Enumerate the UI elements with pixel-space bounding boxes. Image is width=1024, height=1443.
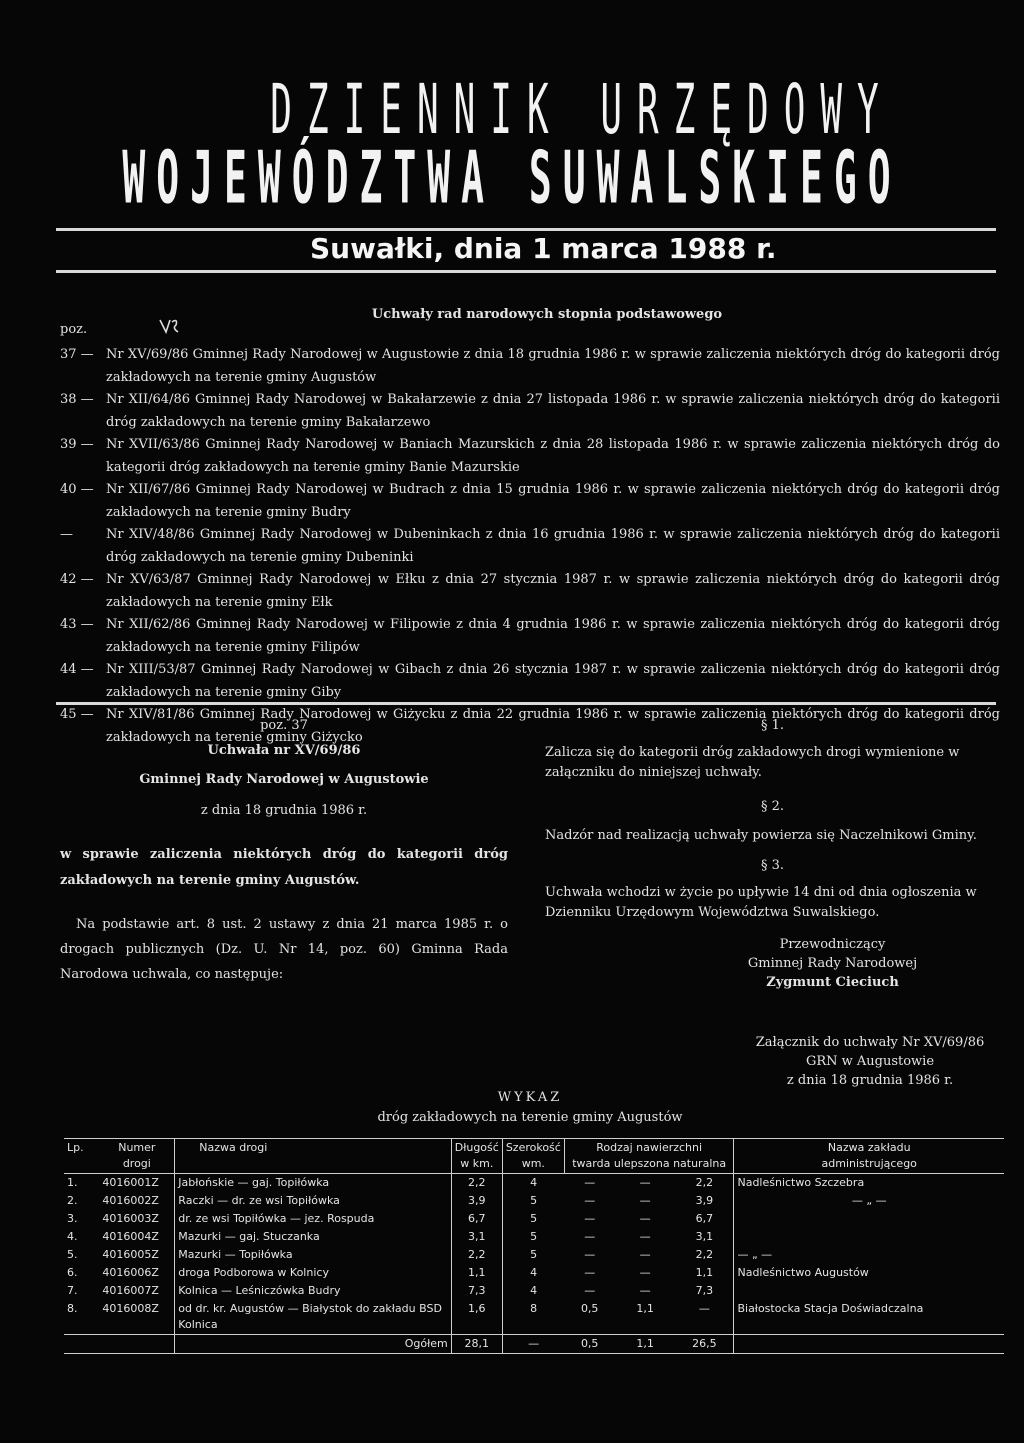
resolution-right-column bbox=[545, 718, 1000, 992]
masthead-rule-top bbox=[56, 228, 996, 231]
signature-council: Gminnej Rady Narodowej bbox=[747, 956, 918, 971]
contents-rule bbox=[56, 702, 996, 705]
dateline: Suwałki, dnia 1 marca 1988 r. bbox=[310, 232, 777, 265]
section-3-text: Uchwała wchodzi w życie po upływie 14 dni od dnia ogłoszenia w Dzienniku Urzędowym Województwa Suwalskiego. bbox=[545, 885, 977, 920]
table-row: 3. 4016003Z dr. ze wsi Topiłówka — jez. Rospuda 6,7 5 — — 6,7 bbox=[64, 1210, 1004, 1228]
section-3-label: § 3. bbox=[760, 858, 785, 873]
annex-line-1: Załącznik do uchwały Nr XV/69/86 bbox=[755, 1035, 985, 1050]
table-row: 4. 4016004Z Mazurki — gaj. Stuczanka 3,1 5 — — 3,1 bbox=[64, 1228, 1004, 1246]
wykaz-heading bbox=[330, 1088, 730, 1128]
section-1-text: Zalicza się do kategorii dróg zakładowych drogi wymienione w załączniku do niniejszej uchwały. bbox=[545, 745, 960, 780]
contents-item[interactable]: 44 — Nr XIII/53/87 Gminnej Rady Narodowej w Gibach z dnia 26 stycznia 1987 r. w sprawie zaliczenia niektórych dróg do kategorii dróg zakładowych na terenie gminy Giby bbox=[60, 662, 1000, 700]
table-row: 1. 4016001Z Jabłońskie — gaj. Topiłówka 2,2 4 — — 2,2 Nadleśnictwo Szczebra bbox=[64, 1174, 1004, 1193]
total-label: Ogółem bbox=[175, 1335, 451, 1354]
masthead-subtitle: WOJEWÓDZTWA SUWALSKIEGO bbox=[122, 136, 902, 220]
section-2-text: Nadzór nad realizacją uchwały powierza się Naczelnikowi Gminy. bbox=[545, 828, 977, 843]
resolution-left-column bbox=[60, 718, 508, 987]
contents-item[interactable]: 37 — Nr XV/69/86 Gminnej Rady Narodowej w Augustowie z dnia 18 grudnia 1986 r. w sprawie zaliczenia niektórych dróg do kategorii dróg zakładowych na terenie gminy Augustów bbox=[60, 347, 1000, 385]
contents-item[interactable]: 42 — Nr XV/63/87 Gminnej Rady Narodowej w Ełku z dnia 27 stycznia 1987 r. w sprawie zaliczenia niektórych dróg do kategorii dróg zakładowych na terenie gminy Ełk bbox=[60, 572, 1000, 610]
masthead-title: DZIENNIK URZĘDOWY bbox=[270, 72, 894, 150]
masthead-rule-bottom bbox=[56, 270, 996, 273]
table-row: 5. 4016005Z Mazurki — Topiłówka 2,2 5 — — 2,2 — „ — bbox=[64, 1246, 1004, 1264]
table-row: 6. 4016006Z droga Podborowa w Kolnicy 1,1 4 — — 1,1 Nadleśnictwo Augustów bbox=[64, 1264, 1004, 1282]
contents-poz-label: poz. bbox=[60, 322, 88, 337]
handwritten-mark-icon bbox=[158, 316, 182, 340]
contents-section-title: Uchwały rad narodowych stopnia podstawowego bbox=[371, 307, 723, 322]
section-2-label: § 2. bbox=[760, 799, 785, 814]
table-total-row: Ogółem 28,1 — 0,5 1,1 26,5 bbox=[64, 1335, 1004, 1354]
table-row: 7. 4016007Z Kolnica — Leśniczówka Budry 7,3 4 — — 7,3 bbox=[64, 1282, 1004, 1300]
contents-list bbox=[60, 344, 1000, 749]
wykaz-subtitle: dróg zakładowych na terenie gminy Augustów bbox=[377, 1110, 683, 1125]
header-zaklad: Nazwa zakładu administrującego bbox=[734, 1139, 1004, 1174]
resolution-subject: w sprawie zaliczenia niektórych dróg do kategorii dróg zakładowych na terenie gminy Augustów. bbox=[60, 847, 508, 888]
contents-item[interactable]: 43 — Nr XII/62/86 Gminnej Rady Narodowej w Filipowie z dnia 4 grudnia 1986 r. w sprawie zaliczenia niektórych dróg do kategorii dróg zakładowych na terenie gminy Filipów bbox=[60, 617, 1000, 655]
roads-table bbox=[64, 1138, 1004, 1354]
header-szerokosc: Szerokość wm. bbox=[502, 1139, 564, 1174]
contents-item[interactable]: 40 — Nr XII/67/86 Gminnej Rady Narodowej w Budrach z dnia 15 grudnia 1986 r. w sprawie zaliczenia niektórych dróg do kategorii dróg zakładowych na terenie gminy Budry bbox=[60, 482, 1000, 520]
resolution-preamble: Na podstawie art. 8 ust. 2 ustawy z dnia 21 marca 1985 r. o drogach publicznych (Dz. U. Nr 14, poz. 60) Gminna Rada Narodowa uchwala, co następuje: bbox=[60, 917, 508, 982]
contents-item[interactable]: — Nr XIV/48/86 Gminnej Rady Narodowej w Dubeninkach z dnia 16 grudnia 1986 r. w sprawie zaliczenia niektórych dróg do kategorii dróg zakładowych na terenie gminy Dubeninki bbox=[60, 527, 1000, 565]
header-nazwa: Nazwa drogi bbox=[175, 1139, 451, 1174]
contents-item[interactable]: 39 — Nr XVII/63/86 Gminnej Rady Narodowej w Baniach Mazurskich z dnia 28 listopada 1986 r. w sprawie zaliczenia niektórych dróg do kategorii dróg zakładowych na terenie gminy Banie Mazurskie bbox=[60, 437, 1000, 475]
signature-name: Zygmunt Cieciuch bbox=[766, 975, 899, 990]
table-row: 8. 4016008Z od dr. kr. Augustów — Białystok do zakładu BSD Kolnica 1,6 8 0,5 1,1 — Białostocka Stacja Doświadczalna bbox=[64, 1300, 1004, 1335]
resolution-poz: poz. 37 bbox=[260, 718, 308, 733]
annex-heading bbox=[740, 1033, 1000, 1090]
wykaz-title: WYKAZ bbox=[497, 1090, 563, 1105]
resolution-council: Gminnej Rady Narodowej w Augustowie bbox=[139, 772, 429, 787]
header-numer: Numer drogi bbox=[99, 1139, 174, 1174]
contents-item[interactable]: 38 — Nr XII/64/86 Gminnej Rady Narodowej w Bakałarzewie z dnia 27 listopada 1986 r. w sprawie zaliczenia niektórych dróg do kategorii dróg zakładowych na terenie gminy Bakałarzewo bbox=[60, 392, 1000, 430]
annex-line-3: z dnia 18 grudnia 1986 r. bbox=[786, 1073, 954, 1088]
resolution-title: Uchwała nr XV/69/86 bbox=[207, 743, 361, 758]
signature-role: Przewodniczący bbox=[779, 937, 886, 952]
table-row: 2. 4016002Z Raczki — dr. ze wsi Topiłówka 3,9 5 — — 3,9 — „ — bbox=[64, 1192, 1004, 1210]
header-lp: Lp. bbox=[64, 1139, 99, 1174]
resolution-date: z dnia 18 grudnia 1986 r. bbox=[200, 803, 368, 818]
header-rodzaj: Rodzaj nawierzchni twarda ulepszona naturalna bbox=[564, 1139, 734, 1174]
section-1-label: § 1. bbox=[760, 718, 785, 733]
contents-item[interactable]: 45 — Nr XIV/81/86 Gminnej Rady Narodowej w Giżycku z dnia 22 grudnia 1986 r. w sprawie zaliczenia niektórych dróg do kategorii dróg zakładowych na terenie gminy Giżycko bbox=[60, 707, 1000, 745]
header-dlugosc: Długość w km. bbox=[451, 1139, 502, 1174]
annex-line-2: GRN w Augustowie bbox=[805, 1054, 935, 1069]
table-header-row bbox=[64, 1139, 1004, 1174]
